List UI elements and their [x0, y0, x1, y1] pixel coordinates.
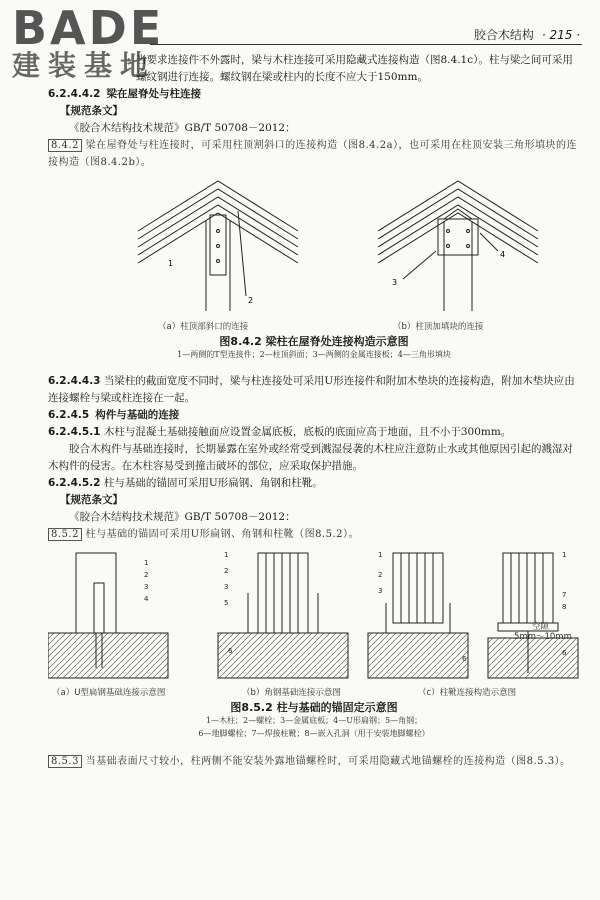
- svg-text:4: 4: [144, 595, 149, 603]
- clause-id: 8.5.2: [48, 528, 82, 541]
- spec-reference: 《胶合木结构技术规范》GB/T 50708－2012：: [69, 122, 296, 134]
- spec-tag: 【规范条文】: [60, 105, 123, 117]
- gap-label: 空隙: [532, 622, 550, 632]
- gap-value: 5mm～10mm: [514, 632, 572, 642]
- svg-text:6: 6: [228, 647, 233, 655]
- svg-text:1: 1: [378, 551, 383, 559]
- section-heading: 6.2.4.4.2 梁在屋脊处与柱连接: [48, 88, 201, 100]
- figure-8-5-2: [48, 543, 580, 749]
- svg-text:5: 5: [224, 599, 229, 607]
- svg-text:6: 6: [462, 655, 467, 663]
- foundation-anchor-drawing: [48, 543, 580, 683]
- chapter-title: 胶合木结构: [473, 28, 534, 42]
- label-3: 3: [392, 278, 398, 287]
- logo-cn: 建装基地: [12, 49, 157, 82]
- subcaption-c: （c）柱靴连接构造示意图: [418, 688, 517, 698]
- svg-text:2: 2: [378, 571, 383, 579]
- section-heading: 6.2.4.5 构件与基础的连接: [48, 409, 180, 421]
- section-6-2-4-5-1: 6.2.4.5.1 木柱与混凝土基础接触面应设置金属底板，底板的底面应高于地面，且不小于300mm。: [48, 426, 512, 438]
- logo-en: BADE: [12, 1, 165, 55]
- subcaption-b: （b）柱顶加填块的连接: [393, 322, 484, 332]
- label-4: 4: [500, 250, 506, 259]
- subcaption-b: （b）角钢基础连接示意图: [242, 688, 341, 698]
- svg-text:6: 6: [562, 649, 567, 657]
- label-2: 2: [248, 296, 254, 305]
- page-body: [48, 52, 580, 770]
- clause-id: 8.4.2: [48, 139, 82, 152]
- spec-tag: 【规范条文】: [60, 494, 123, 506]
- figure-legend-2: 6—地脚螺栓；7—焊接柱靴；8—嵌入孔洞（用于安装地脚螺栓）: [198, 729, 430, 738]
- svg-text:1: 1: [224, 551, 229, 559]
- header-rule: [150, 44, 582, 45]
- svg-text:3: 3: [224, 583, 229, 591]
- section-6-2-4-5-2: 6.2.4.5.2 柱与基础的锚固可采用U形扁钢、角钢和柱靴。: [48, 477, 323, 489]
- figure-legend-1: 1—木柱；2—螺栓；3—金属底板；4—U形扁钢；5—角钢；: [205, 716, 423, 725]
- spec-clause: 8.5.3 当基础表面尺寸较小，柱两侧不能安装外露地锚螺栓时，可采用隐藏式地锚螺栓的连接构造（图8.5.3）。: [48, 753, 580, 770]
- running-header: [474, 26, 580, 43]
- svg-text:3: 3: [144, 583, 149, 591]
- ridge-connection-drawing: [48, 171, 580, 331]
- svg-text:2: 2: [144, 571, 149, 579]
- figure-legend: 1—两侧的T型连接件；2—柱顶斜面；3—两侧的金属连接板；4—三角形填块: [177, 350, 451, 359]
- svg-text:7: 7: [562, 591, 567, 599]
- spec-reference: 《胶合木结构技术规范》GB/T 50708－2012：: [69, 511, 296, 523]
- figure-caption: 图8.5.2 柱与基础的锚固定示意图: [230, 701, 398, 714]
- section-6-2-4-4-3: 6.2.4.4.3 当梁柱的截面宽度不同时，梁与柱连接处可采用U形连接件和附加木垫块的连接构造，附加木垫块应由连接螺栓与梁或柱连接在一起。: [48, 375, 575, 404]
- svg-text:1: 1: [562, 551, 567, 559]
- intro-text: 当要求连接件不外露时，梁与木柱连接可采用隐藏式连接构造（图8.4.1c）。柱与梁之间可采用螺纹钢进行连接。螺纹钢在梁或柱内的长度不应大于150mm。: [136, 54, 573, 83]
- paragraph: 胶合木构件与基础连接时，长期暴露在室外或经常受到溅湿侵袭的木柱应注意防止水或其他原因引起的溅湿对木构件的侵害。在木柱容易受到撞击破坏的部位，应采取保护措施。: [48, 443, 573, 472]
- clause-id: 8.5.3: [48, 755, 82, 768]
- svg-text:3: 3: [378, 587, 383, 595]
- spec-clause: 8.5.2 柱与基础的锚固可采用U形扁钢、角钢和柱靴（图8.5.2）。: [48, 526, 580, 543]
- subcaption-a: （a）柱顶部斜口的连接: [158, 322, 249, 332]
- svg-text:8: 8: [562, 603, 567, 611]
- figure-caption: 图8.4.2 梁柱在屋脊处连接构造示意图: [219, 335, 409, 348]
- page-number: · 215 ·: [541, 28, 580, 42]
- svg-text:2: 2: [224, 567, 229, 575]
- spec-clause: 8.4.2 梁在屋脊处与柱连接时，可采用柱顶割斜口的连接构造（图8.4.2a），也可采用在柱顶安装三角形填块的连接构造（图8.4.2b）。: [48, 140, 578, 168]
- figure-8-4-2: [48, 171, 580, 363]
- subcaption-a: （a）U型扁钢基础连接示意图: [52, 688, 166, 698]
- label-1: 1: [168, 259, 174, 268]
- svg-text:1: 1: [144, 559, 149, 567]
